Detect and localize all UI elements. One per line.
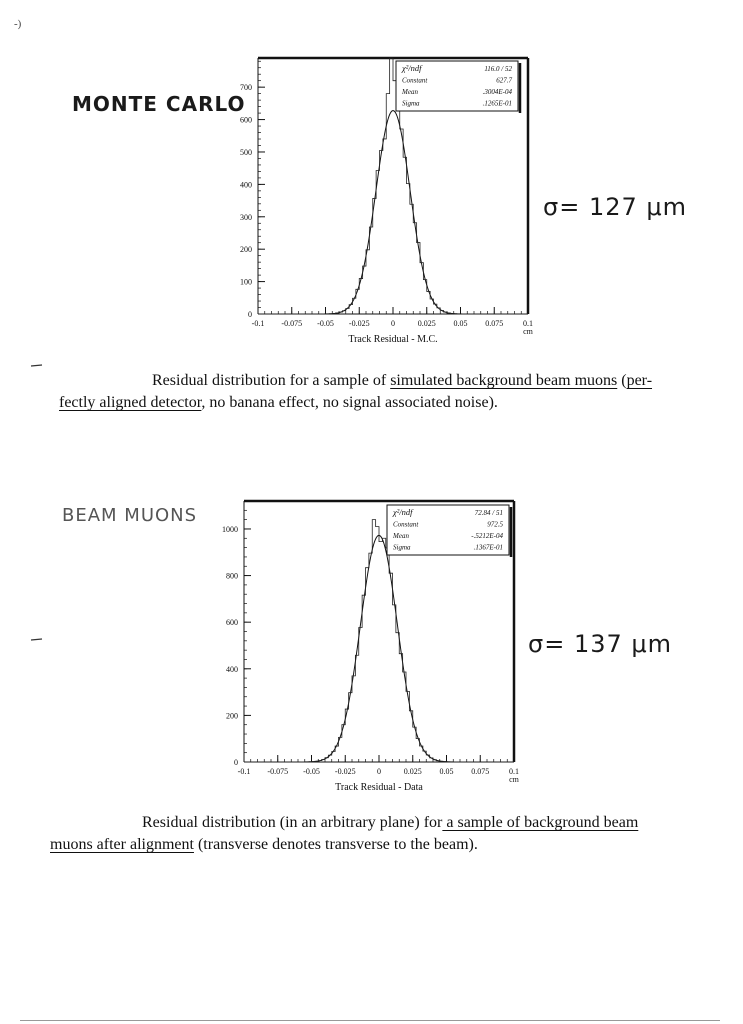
x-tick-label: -0.1: [251, 319, 265, 328]
x-tick-label: -0.1: [237, 767, 251, 776]
caption-2-underlined-b: muons after alignment: [50, 836, 194, 853]
scan-edge-line: [20, 1020, 720, 1021]
y-tick-label: 600: [226, 618, 238, 628]
x-tick-label: -0.05: [317, 319, 334, 328]
y-tick-label: 300: [240, 212, 252, 222]
y-tick-label: 100: [240, 277, 252, 287]
y-tick-label: 0: [248, 310, 252, 319]
caption-1-underlined-c: fectly aligned detector: [59, 394, 202, 411]
y-tick-label: 0: [234, 758, 238, 767]
stats-value: 627.7: [496, 76, 512, 85]
x-tick-label: 0: [391, 319, 395, 328]
y-tick-label: 700: [240, 83, 252, 93]
caption-1-text-a: Residual distribution for a sample of: [152, 372, 391, 389]
caption-1-underlined-a: simulated background beam muons: [390, 372, 618, 389]
gaussian-fit-curve: [244, 535, 514, 762]
stats-label: Sigma: [402, 99, 420, 108]
x-tick-label: -0.025: [348, 319, 370, 328]
caption-2-line-1: [142, 812, 638, 834]
stats-label: χ²/ndf: [393, 507, 413, 517]
y-tick-label: 200: [240, 245, 252, 255]
caption-1-text-c: , no banana effect, no signal associated noise).: [201, 394, 498, 411]
x-axis-label: Track Residual - M.C.: [348, 334, 438, 345]
stats-value: .1367E-01: [473, 543, 503, 552]
stats-label: Constant: [402, 76, 428, 85]
y-tick-label: 500: [240, 147, 252, 157]
caption-1-text-b: (: [617, 372, 627, 389]
y-tick-label: 600: [240, 115, 252, 125]
corner-mark: -): [14, 18, 22, 30]
stats-label: Sigma: [393, 543, 411, 552]
x-tick-label: 0.025: [403, 767, 422, 776]
x-tick-label: -0.025: [334, 767, 356, 776]
x-tick-label: 0.075: [471, 767, 490, 776]
x-unit-label: cm: [509, 775, 519, 784]
caption-2-underlined-a: a sample of background beam: [442, 814, 639, 831]
stats-label: χ²/ndf: [402, 63, 422, 73]
y-tick-label: 1000: [222, 524, 238, 534]
x-tick-label: 0.1: [523, 319, 533, 328]
caption-2-line-2: [50, 834, 478, 856]
x-unit-label: cm: [523, 327, 533, 336]
stats-label: Constant: [393, 520, 419, 529]
stats-value: 116.0 / 52: [484, 65, 512, 73]
stats-label: Mean: [402, 88, 418, 96]
stats-label: Mean: [393, 532, 409, 540]
stats-value: 972.5: [487, 520, 503, 529]
annotation-sigma-data: σ= 137 μm: [528, 630, 673, 658]
stats-value: -.5212E-04: [471, 532, 503, 540]
x-tick-label: 0.025: [417, 319, 436, 328]
stats-value: .3004E-04: [482, 88, 512, 96]
y-tick-label: 200: [226, 711, 238, 721]
annotation-beam-muons: BEAM MUONS: [62, 505, 198, 526]
caption-1-underlined-b: per-: [626, 372, 653, 389]
x-tick-label: 0.1: [509, 767, 519, 776]
x-tick-label: 0: [377, 767, 381, 776]
fit-stats-box: [387, 505, 511, 557]
x-tick-label: -0.075: [281, 319, 303, 328]
x-tick-label: 0.05: [453, 319, 468, 328]
x-tick-label: -0.075: [267, 767, 289, 776]
y-tick-label: 400: [240, 180, 252, 190]
caption-2-text-b: (transverse denotes transverse to the beam).: [193, 836, 478, 853]
x-tick-label: 0.075: [485, 319, 504, 328]
stats-value: 72.84 / 51: [474, 509, 503, 517]
y-tick-label: 400: [226, 664, 238, 674]
annotation-sigma-mc: σ= 127 μm: [543, 193, 688, 221]
caption-2-text-a: Residual distribution (in an arbitrary plane) for: [142, 814, 443, 831]
histogram-bars: [244, 520, 514, 762]
x-tick-label: -0.05: [303, 767, 320, 776]
stats-value: .1265E-01: [482, 99, 512, 108]
annotation-monte-carlo: MONTE CARLO: [72, 92, 246, 116]
x-axis-label: Track Residual - Data: [335, 782, 423, 793]
x-tick-label: 0.05: [439, 767, 454, 776]
y-tick-label: 800: [226, 571, 238, 581]
